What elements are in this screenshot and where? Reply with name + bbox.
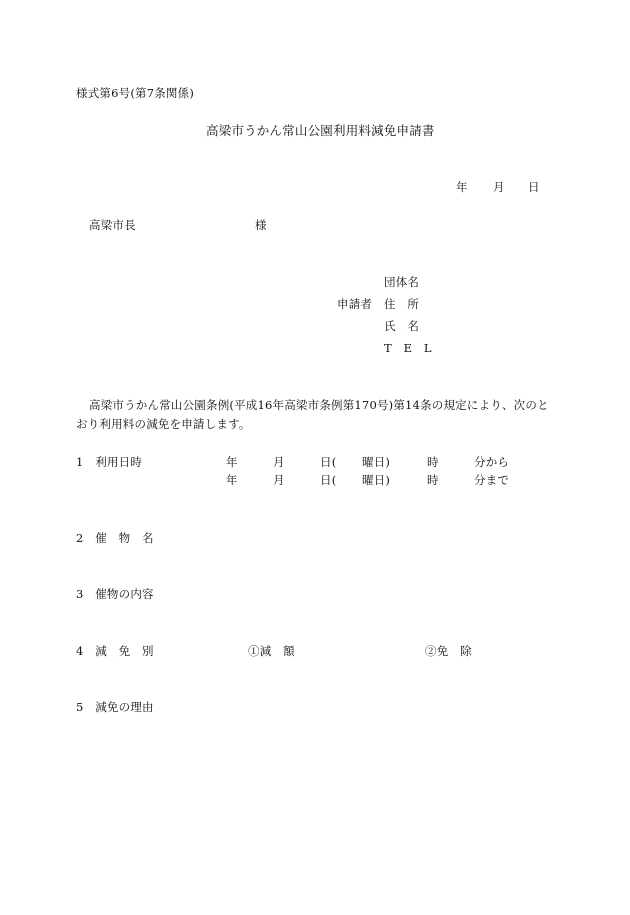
item5-reason-label: 5 減免の理由 [76, 700, 154, 714]
item4-option-reduction: ①減 額 [248, 644, 295, 658]
date-month: 月 [493, 180, 505, 194]
item1-row2-weekday: 曜日) [362, 473, 391, 487]
addressee-honorific: 様 [255, 218, 267, 232]
item2-event-name-label: 2 催 物 名 [76, 531, 154, 545]
item3-event-content-label: 3 催物の内容 [76, 587, 154, 601]
item1-row2-month: 月 [273, 473, 285, 487]
item1-row2-minute: 分まで [474, 473, 510, 487]
item1-row2-day: 日( [320, 473, 337, 487]
item4-label: 4 減 免 別 [76, 644, 154, 658]
item1-row1-year: 年 [226, 455, 238, 469]
item4-option-exemption: ②免 除 [425, 644, 472, 658]
date-day: 日 [528, 180, 540, 194]
item1-row1-hour: 時 [427, 455, 439, 469]
form-number: 様式第6号(第7条関係) [76, 86, 195, 100]
applicant-tel: T E L [384, 341, 432, 355]
item1-row1-month: 月 [273, 455, 285, 469]
applicant-name: 氏 名 [384, 319, 420, 333]
applicant-address: 住 所 [384, 297, 420, 311]
applicant-label: 申請者 [337, 297, 373, 311]
item1-row1-day: 日( [320, 455, 337, 469]
item1-row2-hour: 時 [427, 473, 439, 487]
item1-row2-year: 年 [226, 473, 238, 487]
addressee-name: 高梁市長 [89, 218, 136, 232]
applicant-group-name: 団体名 [384, 275, 420, 289]
item1-row1-minute: 分から [474, 455, 510, 469]
item1-label: 1 利用日時 [76, 455, 143, 469]
date-year: 年 [456, 180, 468, 194]
body-paragraph: 高梁市うかん常山公園条例(平成16年高梁市条例第170号)第14条の規定により、次のとおり利用料の減免を申請します。 [76, 398, 549, 431]
document-title: 高梁市うかん常山公園利用料減免申請書 [206, 123, 435, 138]
item1-row1-weekday: 曜日) [362, 455, 391, 469]
